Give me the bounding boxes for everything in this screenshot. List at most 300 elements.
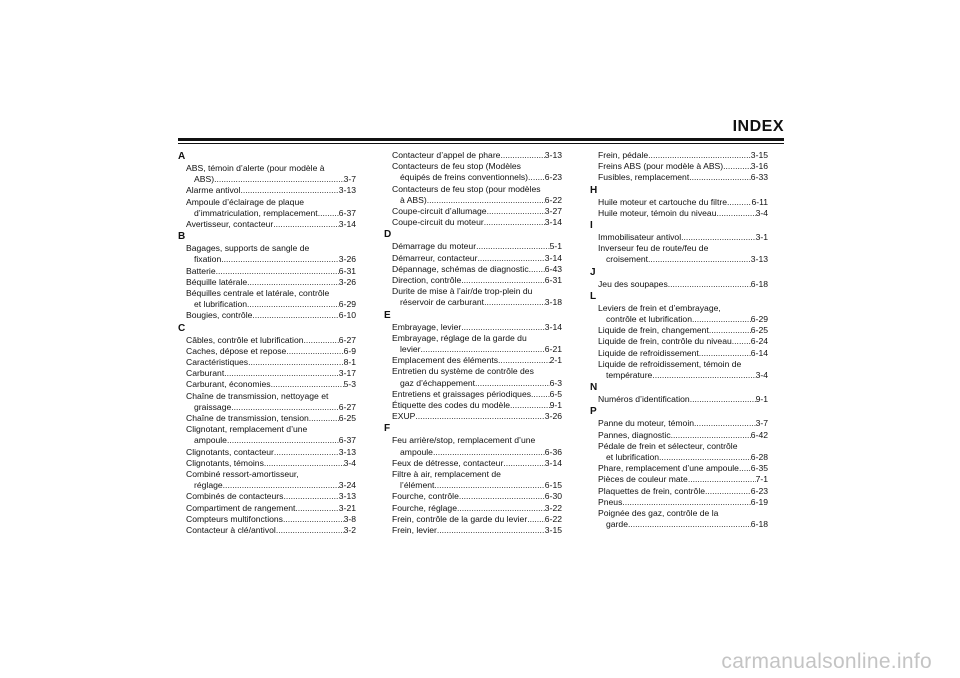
index-entry-text: Feux de détresse, contacteur — [392, 457, 504, 468]
index-page-ref: 6-25 — [338, 413, 356, 424]
index-entry-text: Embrayage, réglage de la garde du — [392, 332, 527, 343]
index-page-ref: 3-4 — [755, 207, 768, 218]
index-page-ref: 6-11 — [751, 196, 768, 207]
index-page-ref: 3-15 — [544, 525, 562, 536]
index-entry — [178, 219, 356, 230]
index-page-ref: 3-13 — [338, 185, 356, 196]
index-entry-text: Contacteur d’appel de phare — [392, 150, 501, 160]
index-page-ref: 3-7 — [755, 418, 768, 429]
leader-dots — [475, 378, 550, 389]
index-page-ref: 6-21 — [544, 344, 562, 355]
index-entry-text: Dépannage, schémas de diagnostic — [392, 263, 529, 274]
index-entry-text: Fusibles, remplacement — [598, 172, 690, 183]
index-entry-text: équipés de freins conventionnels) — [400, 172, 529, 183]
index-entry-line — [186, 219, 356, 230]
index-entry — [178, 447, 356, 458]
index-page-ref: 6-37 — [338, 435, 356, 446]
index-entry-line — [392, 458, 562, 469]
index-page-ref: 6-18 — [750, 278, 768, 289]
index-page-ref: 9-1 — [755, 394, 768, 405]
index-entry-line — [392, 514, 562, 525]
index-entry — [178, 243, 356, 265]
index-letter-heading: L — [590, 290, 597, 302]
index-entry-line — [186, 391, 356, 402]
index-page-ref: 6-29 — [338, 299, 356, 310]
index-entry-text: Carburant — [186, 368, 225, 379]
index-column-2 — [384, 150, 562, 536]
index-page-ref: 3-4 — [343, 457, 356, 468]
index-entry-text: Caractéristiques — [186, 357, 249, 368]
index-entry-line — [598, 279, 768, 290]
index-entry-line — [392, 184, 562, 195]
index-entry-text: Embrayage, levier — [392, 321, 462, 332]
index-page-ref: 6-18 — [750, 519, 768, 530]
index-entry — [384, 333, 562, 355]
header-rule-thick — [178, 138, 784, 141]
index-entry-text: Étiquette des codes du modèle — [392, 400, 511, 411]
index-entry-line — [186, 174, 356, 185]
index-page-ref: 6-15 — [544, 480, 562, 491]
index-entry-text: Liquide de refroidissement, témoin de — [598, 358, 742, 369]
index-letter-heading: B — [178, 231, 186, 243]
leader-dots — [295, 503, 338, 514]
index-page-ref: 7-1 — [755, 474, 768, 485]
leader-dots — [276, 525, 344, 536]
index-entry-line — [186, 185, 356, 196]
index-page-ref: 3-14 — [544, 321, 562, 332]
index-entry-text: levier — [400, 344, 421, 355]
index-entry-text: Feu arrière/stop, remplacement d’une — [392, 435, 536, 446]
index-entry — [178, 503, 356, 514]
index-letter-heading: H — [590, 184, 598, 196]
index-entry-line — [392, 333, 562, 344]
index-entry — [590, 161, 768, 172]
index-entry-text: croisement — [606, 254, 649, 265]
index-entry-line — [598, 418, 768, 429]
index-page-ref: 3-13 — [338, 491, 356, 502]
leader-dots — [247, 299, 339, 310]
index-entry-line — [598, 336, 768, 347]
leader-dots — [283, 491, 338, 502]
leader-dots — [487, 206, 545, 217]
index-entry-line — [392, 525, 562, 536]
index-entry-text: Emplacement des éléments — [392, 355, 499, 366]
index-entry-line — [392, 172, 562, 183]
index-letter-heading: F — [384, 423, 391, 435]
index-entry-line — [392, 322, 562, 333]
index-entry — [178, 491, 356, 502]
index-page-ref: 3-4 — [755, 370, 768, 381]
index-page-ref: 3-24 — [338, 480, 356, 491]
leader-dots — [531, 389, 550, 400]
index-entry-text: Coupe-circuit d’allumage — [392, 206, 487, 217]
leader-dots — [705, 486, 751, 497]
leader-dots — [318, 208, 339, 219]
index-entry — [384, 264, 562, 275]
index-entry-line — [186, 402, 356, 413]
index-entry — [590, 243, 768, 265]
index-entry — [178, 391, 356, 413]
leader-dots — [252, 310, 338, 321]
index-entry-text: l’élément — [400, 480, 435, 491]
index-entry-line — [392, 206, 562, 217]
index-entry-text: Contacteur à clé/antivol — [186, 525, 276, 536]
index-entry-line — [186, 469, 356, 480]
index-entry — [384, 469, 562, 491]
leader-dots — [510, 400, 550, 411]
header-rule-thin — [178, 143, 784, 144]
index-entry-text: Ampoule d’éclairage de plaque — [186, 196, 305, 207]
index-page-ref: 6-43 — [544, 263, 562, 274]
index-entry-line — [186, 254, 356, 265]
index-entry-line — [598, 463, 768, 474]
index-page-ref: 6-10 — [338, 310, 356, 321]
index-entry-line — [598, 348, 768, 359]
index-entry — [384, 217, 562, 228]
index-entry-text: Plaquettes de frein, contrôle — [598, 485, 706, 496]
index-entry-text: Durite de mise à l’air/de trop-plein du — [392, 286, 533, 297]
index-page-ref: 9-1 — [549, 400, 562, 411]
index-entry-text: Frein, contrôle de la garde du levier — [392, 513, 528, 524]
index-entry — [590, 418, 768, 429]
index-entry-line — [598, 508, 768, 519]
index-entry-text: Liquide de frein, changement — [598, 325, 709, 336]
leader-dots — [500, 150, 544, 161]
index-entry — [178, 266, 356, 277]
index-entry-line — [392, 297, 562, 308]
leader-dots — [227, 435, 339, 446]
index-entry-text: Béquille latérale — [186, 276, 248, 287]
leader-dots — [723, 161, 751, 172]
leader-dots — [459, 491, 545, 502]
index-entry-text: Pneus — [598, 496, 623, 507]
index-entry-line — [392, 355, 562, 366]
leader-dots — [688, 474, 756, 485]
leader-dots — [240, 185, 338, 196]
leader-dots — [652, 370, 755, 381]
index-entry-text: Chaîne de transmission, tension — [186, 413, 309, 424]
index-page-ref: 6-27 — [338, 334, 356, 345]
leader-dots — [434, 480, 544, 491]
index-entry-line — [186, 503, 356, 514]
index-entry-line — [392, 195, 562, 206]
index-page-ref: 3-22 — [544, 502, 562, 513]
index-entry-line — [598, 430, 768, 441]
index-entry-line — [598, 208, 768, 219]
index-page-ref: 3-26 — [338, 254, 356, 265]
index-entry — [178, 458, 356, 469]
index-letter-heading: N — [590, 382, 598, 394]
index-entry — [384, 491, 562, 502]
index-page-ref: 6-37 — [338, 207, 356, 218]
index-page-ref: 3-26 — [338, 276, 356, 287]
index-entry-line — [392, 286, 562, 297]
index-entry — [384, 184, 562, 206]
index-entry-text: Clignotants, témoins — [186, 457, 264, 468]
index-page-ref: 3-1 — [755, 232, 768, 243]
leader-dots — [694, 418, 756, 429]
index-entry-text: Clignotants, contacteur — [186, 446, 274, 457]
index-page-ref: 6-42 — [750, 429, 768, 440]
index-entry — [590, 348, 768, 359]
index-page-ref: 5-3 — [343, 379, 356, 390]
leader-dots — [484, 217, 545, 228]
index-entry-line — [598, 325, 768, 336]
index-entry — [590, 150, 768, 161]
leader-dots — [223, 480, 339, 491]
index-entry-text: Poignée des gaz, contrôle de la — [598, 508, 719, 519]
index-entry-text: ampoule — [400, 446, 433, 457]
index-entry-text: ABS) — [194, 174, 215, 185]
index-entry-text: Bougies, contrôle — [186, 310, 253, 321]
index-entry — [384, 241, 562, 252]
index-entry-line — [186, 243, 356, 254]
watermark: carmanualsonline.info — [721, 650, 932, 673]
index-entry-text: Fourche, réglage — [392, 502, 457, 513]
leader-dots — [689, 172, 751, 183]
index-entry — [384, 366, 562, 388]
index-entry-text: Caches, dépose et repose — [186, 345, 287, 356]
index-entry — [178, 346, 356, 357]
index-entry-text: Huile moteur et cartouche du filtre — [598, 196, 727, 207]
index-entry-line — [598, 519, 768, 530]
index-entry-text: Filtre à air, remplacement de — [392, 469, 501, 480]
index-page-ref: 3-17 — [338, 368, 356, 379]
index-page-ref: 6-35 — [750, 463, 768, 474]
index-entry-line — [598, 314, 768, 325]
leader-dots — [681, 232, 755, 243]
index-entry — [384, 458, 562, 469]
leader-dots — [248, 357, 343, 368]
index-page-ref: 3-7 — [343, 174, 356, 185]
index-page-ref: 3-2 — [343, 525, 356, 536]
leader-dots — [739, 463, 751, 474]
index-entry — [590, 336, 768, 347]
index-entry-text: et lubrification — [606, 452, 660, 463]
index-entry-text: Panne du moteur, témoin — [598, 418, 695, 429]
index-entry-text: Pannes, diagnostic — [598, 429, 671, 440]
index-entry-line — [186, 447, 356, 458]
index-page-ref: 6-3 — [549, 377, 562, 388]
index-page-ref: 6-29 — [750, 314, 768, 325]
index-entry-line — [598, 303, 768, 314]
index-entry-text: à ABS) — [400, 194, 427, 205]
index-page-ref: 3-14 — [544, 457, 562, 468]
index-entry — [384, 206, 562, 217]
index-entry — [178, 357, 356, 368]
leader-dots — [709, 325, 751, 336]
leader-dots — [716, 208, 755, 219]
index-entry — [384, 161, 562, 183]
index-entry-line — [392, 161, 562, 172]
leader-dots — [503, 458, 544, 469]
index-entry-text: Leviers de frein et d’embrayage, — [598, 302, 721, 313]
index-entry-line — [598, 150, 768, 161]
index-entry-line — [598, 359, 768, 370]
index-entry-line — [598, 441, 768, 452]
index-entry — [590, 441, 768, 463]
index-column-3 — [590, 150, 768, 530]
index-entry-text: Béquilles centrale et latérale, contrôle — [186, 288, 330, 299]
index-entry-line — [598, 243, 768, 254]
index-entry — [590, 208, 768, 219]
index-entry-line — [392, 366, 562, 377]
index-entry-line — [598, 232, 768, 243]
index-entry-line — [392, 469, 562, 480]
index-entry-line — [598, 197, 768, 208]
index-entry — [590, 279, 768, 290]
index-entry-line — [598, 394, 768, 405]
index-entry-text: Liquide de frein, contrôle du niveau — [598, 336, 732, 347]
index-entry-line — [186, 310, 356, 321]
index-page-ref: 2-1 — [549, 355, 562, 366]
index-entry — [384, 275, 562, 286]
index-page-ref: 6-27 — [338, 401, 356, 412]
leader-dots — [437, 525, 545, 536]
index-entry-text: Inverseur feu de route/feu de — [598, 243, 709, 254]
index-entry — [178, 163, 356, 185]
index-entry-text: Contacteurs de feu stop (pour modèles — [392, 183, 541, 194]
index-page-ref: 3-27 — [544, 206, 562, 217]
index-entry-line — [598, 370, 768, 381]
leader-dots — [476, 241, 550, 252]
index-entry-line — [186, 346, 356, 357]
leader-dots — [648, 150, 751, 161]
index-entry-text: garde — [606, 519, 628, 530]
index-entry — [384, 514, 562, 525]
index-entry-text: Démarreur, contacteur — [392, 252, 478, 263]
leader-dots — [214, 174, 344, 185]
index-entry — [384, 253, 562, 264]
index-entry-text: réglage — [194, 480, 223, 491]
index-entry-line — [186, 163, 356, 174]
index-entry-text: Combinés de contacteurs — [186, 491, 284, 502]
index-entry-text: Chaîne de transmission, nettoyage et — [186, 390, 329, 401]
leader-dots — [732, 336, 751, 347]
page-title: INDEX — [732, 118, 784, 135]
index-entry-text: Fourche, contrôle — [392, 491, 459, 502]
leader-dots — [690, 394, 756, 405]
leader-dots — [433, 447, 545, 458]
index-entry-line — [392, 411, 562, 422]
leader-dots — [461, 322, 545, 333]
index-entry-line — [392, 491, 562, 502]
index-letter-heading: C — [178, 322, 186, 334]
index-page-ref: 6-9 — [343, 345, 356, 356]
index-entry — [590, 474, 768, 485]
index-page-ref: 3-13 — [544, 150, 562, 160]
leader-dots — [224, 368, 339, 379]
index-page-ref: 6-30 — [544, 491, 562, 502]
index-letter-heading: E — [384, 309, 391, 321]
index-entry-line — [392, 480, 562, 491]
leader-dots — [484, 297, 545, 308]
index-entry — [384, 503, 562, 514]
index-letter-heading: J — [590, 266, 596, 278]
leader-dots — [283, 514, 344, 525]
index-entry-text: Liquide de refroidissement — [598, 347, 699, 358]
index-entry-text: Carburant, économies — [186, 379, 271, 390]
index-entry-line — [186, 277, 356, 288]
index-entry-text: Phare, remplacement d’une ampoule — [598, 463, 739, 474]
leader-dots — [264, 458, 344, 469]
index-entry-line — [392, 435, 562, 446]
leader-dots — [659, 452, 751, 463]
index-entry-line — [598, 452, 768, 463]
leader-dots — [528, 172, 545, 183]
index-entry-line — [186, 435, 356, 446]
index-entry — [178, 197, 356, 219]
index-entry-text: Contacteurs de feu stop (Modèles — [392, 161, 521, 172]
index-entry — [178, 277, 356, 288]
index-entry-text: Direction, contrôle — [392, 275, 462, 286]
index-entry-line — [186, 424, 356, 435]
index-entry — [590, 430, 768, 441]
leader-dots — [457, 503, 545, 514]
index-page-ref: 6-25 — [750, 325, 768, 336]
index-letter-heading: A — [178, 151, 186, 162]
leader-dots — [221, 254, 339, 265]
leader-dots — [628, 519, 751, 530]
leader-dots — [671, 430, 751, 441]
index-entry-line — [186, 413, 356, 424]
index-entry — [384, 400, 562, 411]
index-letter-heading: I — [590, 220, 593, 232]
index-entry-line — [392, 150, 562, 161]
index-entry — [178, 288, 356, 310]
leader-dots — [247, 277, 339, 288]
index-entry — [384, 411, 562, 422]
index-entry-line — [598, 474, 768, 485]
index-entry-line — [186, 368, 356, 379]
index-entry-line — [186, 491, 356, 502]
index-page-ref: 3-14 — [544, 217, 562, 228]
index-entry — [384, 150, 562, 161]
leader-dots — [461, 275, 545, 286]
leader-dots — [304, 335, 339, 346]
index-entry — [590, 359, 768, 381]
index-entry-text: Entretiens et graissages périodiques — [392, 388, 532, 399]
index-entry-text: Câbles, contrôle et lubrification — [186, 334, 304, 345]
index-entry-text: Frein, pédale — [598, 150, 649, 160]
index-entry-text: Huile moteur, témoin du niveau — [598, 207, 717, 218]
index-entry-line — [392, 344, 562, 355]
leader-dots — [668, 279, 751, 290]
index-page-ref: 3-16 — [750, 161, 768, 172]
index-letter-heading: D — [384, 229, 392, 241]
index-page-ref: 6-23 — [544, 172, 562, 183]
index-page-ref: 3-13 — [338, 446, 356, 457]
index-entry-line — [186, 197, 356, 208]
index-entry-line — [186, 458, 356, 469]
index-page-ref: 3-26 — [544, 411, 562, 422]
index-entry-line — [598, 254, 768, 265]
index-page-ref: 3-15 — [750, 150, 768, 160]
index-entry-line — [598, 497, 768, 508]
index-entry-text: Numéros d’identification — [598, 394, 690, 405]
index-page-ref: 5-1 — [549, 241, 562, 252]
index-entry — [590, 394, 768, 405]
index-entry — [590, 172, 768, 183]
index-entry-line — [392, 447, 562, 458]
index-entry — [590, 463, 768, 474]
index-page-ref: 6-22 — [544, 513, 562, 524]
index-entry-text: Clignotant, remplacement d’une — [186, 424, 308, 435]
index-entry-text: température — [606, 370, 653, 381]
index-entry-text: Bagages, supports de sangle de — [186, 243, 310, 254]
index-entry-line — [186, 335, 356, 346]
leader-dots — [699, 348, 751, 359]
